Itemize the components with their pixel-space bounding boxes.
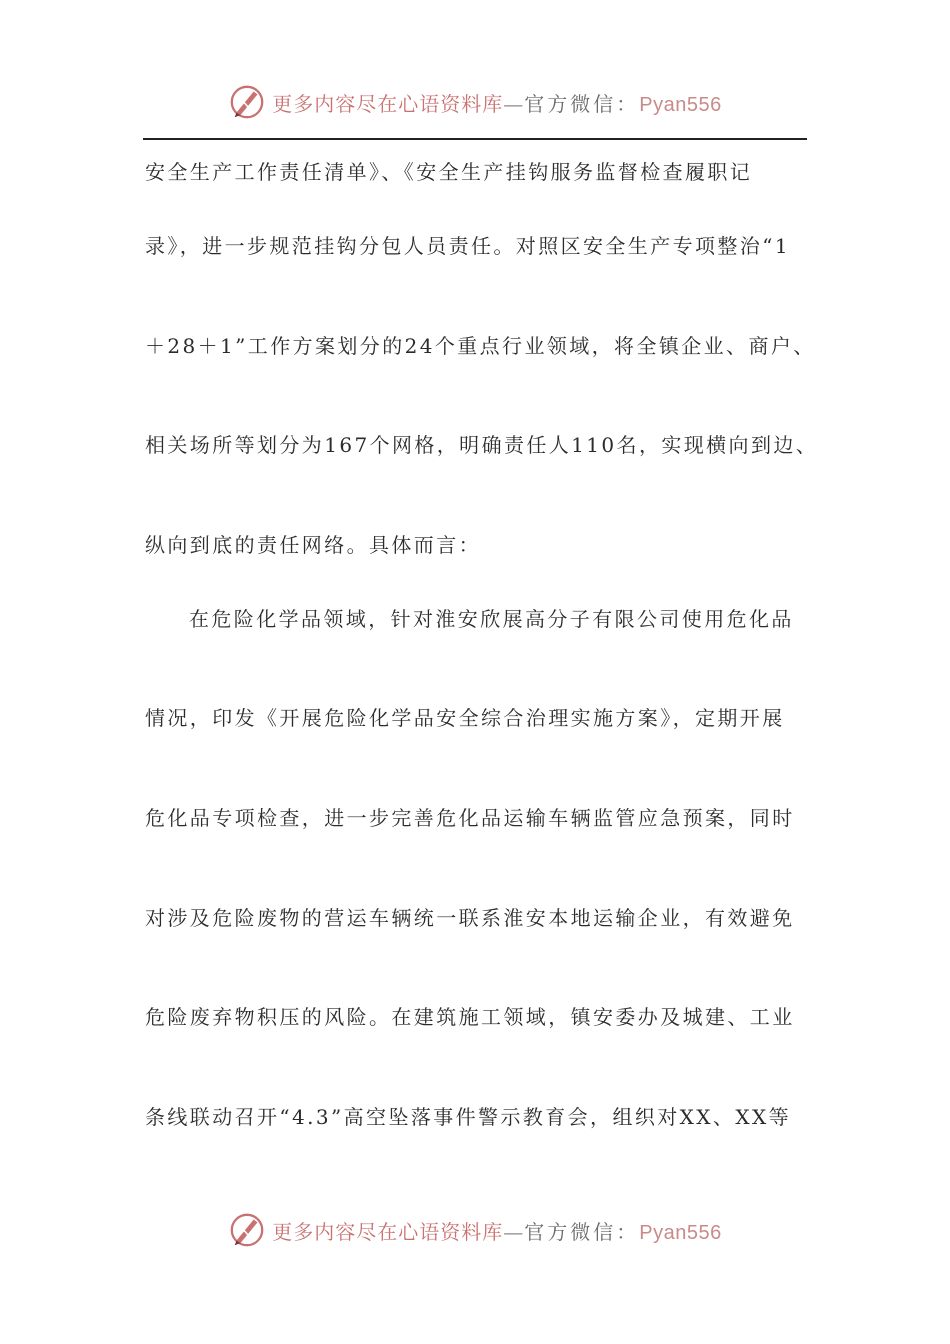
body-line-11: 条线联动召开“4.3”高空坠落事件警示教育会，组织对XX、XX等 <box>145 1104 792 1129</box>
banner-main-text: 更多内容尽在心语资料库 <box>272 91 504 116</box>
banner-main-text: 更多内容尽在心语资料库 <box>272 1219 504 1244</box>
footer-banner-text <box>272 1216 721 1245</box>
document-body <box>145 150 819 1194</box>
banner-separator: — <box>503 91 525 116</box>
header-banner <box>0 80 950 124</box>
header-banner-text <box>272 88 721 117</box>
body-line-4: 相关场所等划分为167个网格，明确责任人110名，实现横向到边、 <box>145 433 819 458</box>
pen-logo-icon <box>228 83 266 121</box>
footer-banner <box>0 1208 950 1252</box>
body-line-7: 情况，印发《开展危险化学品安全综合治理实施方案》，定期开展 <box>145 706 785 731</box>
body-line-5: 纵向到底的责任网络。具体而言： <box>145 532 481 557</box>
banner-wechat-label: 官方微信： <box>524 1219 640 1244</box>
body-line-9: 对涉及危险废物的营运车辆统一联系淮安本地运输企业，有效避免 <box>145 905 795 930</box>
body-line-6: 在危险化学品领域，针对淮安欣展高分子有限公司使用危化品 <box>189 606 794 631</box>
banner-wechat-label: 官方微信： <box>524 91 640 116</box>
body-line-2: 录》，进一步规范挂钩分包人员责任。对照区安全生产专项整治“1 <box>145 234 790 258</box>
banner-wechat-id: Pyan556 <box>639 1221 722 1244</box>
banner-wechat-id: Pyan556 <box>639 93 722 116</box>
body-line-1: 安全生产工作责任清单》、《安全生产挂钩服务监督检查履职记 <box>145 160 753 184</box>
pen-logo-icon <box>228 1211 266 1249</box>
banner-separator: — <box>503 1219 525 1244</box>
header-rule <box>143 138 807 140</box>
body-line-3: ＋28＋1”工作方案划分的24个重点行业领域，将全镇企业、商户、 <box>145 333 816 358</box>
body-line-8: 危化品专项检查，进一步完善危化品运输车辆监管应急预案，同时 <box>145 805 795 830</box>
body-line-10: 危险废弃物积压的风险。在建筑施工领域，镇安委办及城建、工业 <box>145 1005 795 1030</box>
